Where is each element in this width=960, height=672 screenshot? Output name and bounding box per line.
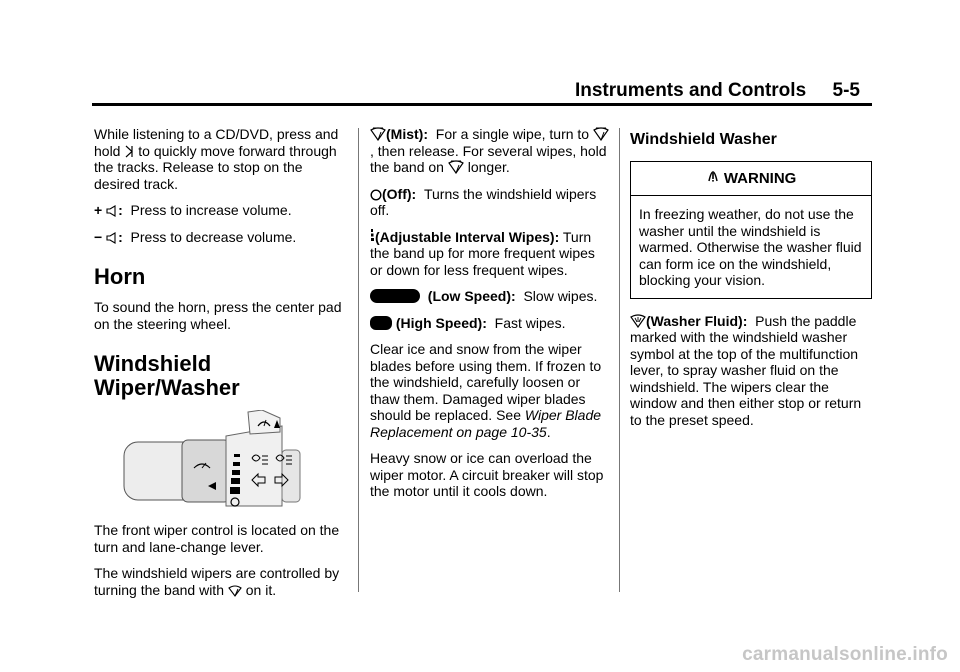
watermark-text: carmanualsonline.info <box>742 644 948 665</box>
high-speed-icon <box>370 316 392 330</box>
interval-paragraph: (Adjustable Interval Wipes): Turn the band up for more frequent wipes or down for less frequent wipes. <box>370 228 595 278</box>
ice-paragraph: Clear ice and snow from the wiper blades before using them. If frozen to the windshield, carefully loosen or thaw them. Damaged wiper blades should be replaced. See Wiper Blade Replacement on page 10-35. <box>370 341 602 440</box>
warning-title: WARNING <box>723 169 797 187</box>
wiper-blade-reference-link[interactable]: Wiper Blade Replacement on page 10-35 <box>370 407 602 440</box>
band-paragraph: The windshield wipers are controlled by turning the band with on it. <box>94 565 340 598</box>
washer-fluid-paragraph: (Washer Fluid): Push the paddle marked with the windshield washer symbol at the top of the multifunction lever, to spray washer fluid on the windshield. The wipers clear the window and then either stop or return to the preset speed. <box>630 312 862 428</box>
snow-paragraph: Heavy snow or ice can overload the wiper motor. A circuit breaker will stop the motor until it cools down. <box>370 450 604 499</box>
mist-wiper-icon <box>448 160 464 174</box>
warning-header <box>631 162 871 197</box>
washer-fluid-icon <box>630 314 646 328</box>
mist-wiper-icon <box>370 127 386 141</box>
column-2 <box>370 126 610 510</box>
column-divider-1 <box>358 128 359 592</box>
washer-heading: Windshield Washer <box>630 131 777 148</box>
horn-heading: Horn <box>94 264 146 289</box>
header-divider <box>92 103 872 106</box>
volume-down-line: − : Press to decrease volume. <box>94 228 297 245</box>
tracks-paragraph: While listening to a CD/DVD, press and hold to quickly move forward through the tracks. Release to stop on the desired track. <box>94 126 339 192</box>
wiper-lever-illustration <box>122 410 322 510</box>
mist-paragraph: (Mist): For a single wipe, turn to , then release. For several wipes, hold the band on longer. <box>370 126 610 176</box>
low-speed-paragraph: (Low Speed): Slow wipes. <box>370 288 610 305</box>
speaker-icon <box>106 205 118 217</box>
low-speed-icon <box>370 289 420 303</box>
wiper-washer-heading: Windshield Wiper/Washer <box>94 351 240 400</box>
front-wiper-paragraph: The front wiper control is located on the turn and lane-change lever. <box>94 522 340 555</box>
page-header-title: Instruments and Controls 5-5 <box>574 80 860 101</box>
column-divider-2 <box>619 128 620 592</box>
warning-box <box>630 161 872 299</box>
seek-forward-icon <box>124 145 134 158</box>
wiper-icon <box>228 585 242 597</box>
column-3 <box>630 126 872 438</box>
column-1 <box>94 126 346 608</box>
volume-up-line: + : Press to increase volume. <box>94 202 292 218</box>
warning-symbol-icon <box>706 169 720 185</box>
off-paragraph: (Off): Turns the windshield wipers off. <box>370 185 597 218</box>
horn-paragraph: To sound the horn, press the center pad on the steering wheel. <box>94 299 342 332</box>
speaker-icon <box>106 232 118 244</box>
off-circle-icon <box>370 189 382 201</box>
mist-wiper-icon <box>593 127 609 141</box>
high-speed-paragraph: (High Speed): Fast wipes. <box>370 315 610 332</box>
warning-body: In freezing weather, do not use the washer until the windshield is warmed. Otherwise the washer fluid can form ice on the windshield, blocking your vision. <box>639 206 862 288</box>
